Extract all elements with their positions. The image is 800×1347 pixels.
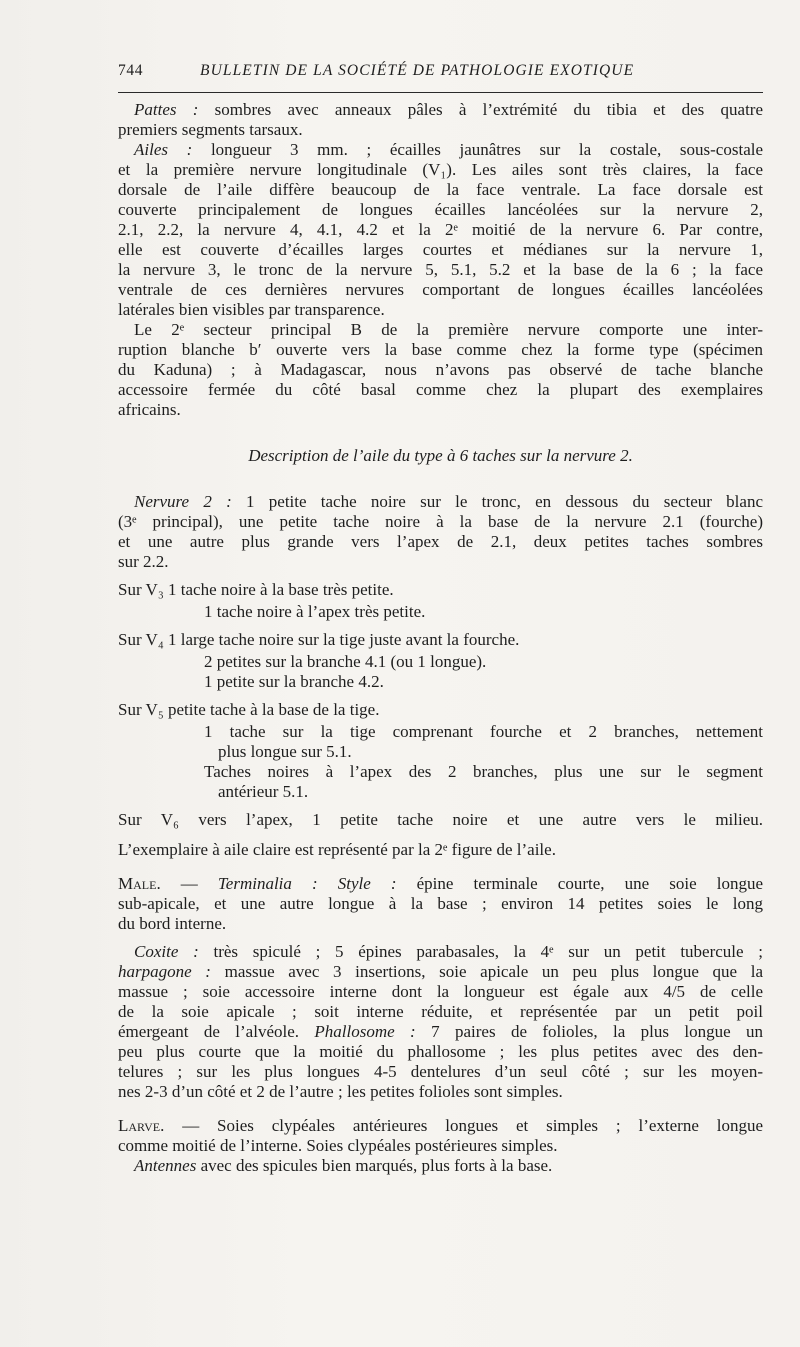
paragraph-secteur-line-5: africains. — [118, 400, 181, 419]
exemplaire-line: L’exemplaire à aile claire est représenté par la 2ᵉ figure de l’aile. — [118, 840, 556, 859]
paragraph-coxite-line-8: nes 2-3 d’un côté et 2 de l’autre ; les petites folioles sont simples. — [118, 1082, 563, 1101]
coxite-text-2: massue avec 3 insertions, soie apicale un peu plus longue que la — [224, 962, 764, 981]
v5-line-3: plus longue sur 5.1. — [218, 742, 352, 761]
page-number: 744 — [118, 62, 144, 79]
spacer — [118, 802, 763, 810]
spacer — [118, 622, 763, 630]
v4-line-3: 1 petite sur la branche 4.2. — [204, 672, 384, 691]
section-heading: Description de l’aile du type à 6 taches sur la nervure 2. — [248, 446, 633, 465]
article-body — [118, 100, 763, 1176]
paragraph-coxite-line-2 — [118, 962, 763, 982]
nervure2-text-1: 1 petite tache noire sur le tronc, en dessous du secteur blanc — [246, 492, 763, 511]
paragraph-ailes-line-8: ventrale de ces dernières nervures comportant de longues écailles lancéolées — [118, 280, 763, 299]
v5-line-2: 1 tache sur la tige comprenant fourche et 2 branches, nettement — [204, 722, 763, 741]
v4-text-1: 1 large tache noire sur la tige juste avant la fourche. — [168, 630, 520, 649]
v5-label: Sur V₅ — [118, 700, 164, 719]
v4-line-1 — [118, 630, 763, 652]
paragraph-ailes-line-5: 2.1, 2.2, la nervure 4, 4.1, 4.2 et la 2ᵉ moitié de la nervure 6. Par contre, — [118, 220, 763, 239]
paragraph-coxite-line-3: massue ; soie accessoire interne dont la longueur est égale aux 4/5 de celle — [118, 982, 763, 1001]
paragraph-ailes-line-1 — [118, 140, 763, 160]
v5-line-1 — [118, 700, 763, 722]
v6-label: Sur V₆ — [118, 810, 179, 829]
paragraph-antennes-line — [118, 1156, 763, 1176]
v6-line-1 — [118, 810, 763, 832]
v3-line-1 — [118, 580, 763, 602]
paragraph-male-line-1 — [118, 874, 763, 894]
paragraph-nervure2-line-2: (3ᵉ principal), une petite tache noire à la base de la nervure 2.1 (fourche) — [118, 512, 763, 531]
paragraph-coxite-line-7: telures ; sur les plus longues 4-5 dentelures d’un seul côté ; sur les moyen- — [118, 1062, 763, 1081]
paragraph-coxite-line-6: peu plus courte que la moitié du phallosome ; les plus petites avec des den- — [118, 1042, 763, 1061]
journal-title: BULLETIN DE LA SOCIÉTÉ DE PATHOLOGIE EXOTIQUE — [200, 62, 635, 79]
coxite-text-5b: 7 paires de folioles, la plus longue un — [431, 1022, 764, 1041]
spacer — [118, 572, 763, 580]
coxite-text-5a: émergeant de l’alvéole. — [118, 1022, 300, 1041]
paragraph-secteur-line-1: Le 2ᵉ secteur principal B de la première nervure comporte une inter- — [134, 320, 763, 339]
spacer — [118, 692, 763, 700]
paragraph-secteur-line-3: du Kaduna) ; à Madagascar, nous n’avons pas observé de tache blanche — [118, 360, 763, 379]
pattes-text-1: sombres avec anneaux pâles à l’extrémité du tibia et des quatre — [214, 100, 764, 119]
paragraph-ailes-line-2: et la première nervure longitudinale (V₁). Les ailes sont très claires, la face — [118, 160, 763, 179]
paragraph-male-line-3: du bord interne. — [118, 914, 227, 933]
paragraph-ailes-line-7: la nervure 3, le tronc de la nervure 5, 5.1, 5.2 et la base de la 6 ; la face — [118, 260, 763, 279]
v3-label: Sur V₃ — [118, 580, 164, 599]
spacer — [118, 832, 763, 840]
paragraph-ailes-line-6: elle est couverte d’écailles larges courtes et médianes sur la nervure 1, — [118, 240, 763, 259]
v6-text-1: vers l’apex, 1 petite tache noire et une autre vers le milieu. — [198, 810, 764, 829]
paragraph-nervure2-line-4: sur 2.2. — [118, 552, 169, 571]
paragraph-secteur-line-2: ruption blanche b′ ouverte vers la base comme chez la forme type (spécimen — [118, 340, 763, 359]
v3-line-2: 1 tache noire à l’apex très petite. — [204, 602, 426, 621]
v3-text-1: 1 tache noire à la base très petite. — [168, 580, 394, 599]
terminalia-label: Terminalia : Style : — [217, 874, 397, 893]
paragraph-nervure2-line-3: et une autre plus grande vers l’apex de 2.1, deux petites taches sombres — [118, 532, 763, 551]
coxite-text-1: très spiculé ; 5 épines parabasales, la 4ᵉ sur un petit tubercule ; — [213, 942, 764, 961]
running-header — [118, 62, 763, 80]
paragraph-larve-line-1 — [118, 1116, 763, 1136]
v5-line-5: antérieur 5.1. — [218, 782, 309, 801]
spacer — [118, 934, 763, 942]
paragraph-pattes-line-1 — [118, 100, 763, 120]
v4-label: Sur V₄ — [118, 630, 164, 649]
v5-line-4: Taches noires à l’apex des 2 branches, plus une sur le segment — [204, 762, 763, 781]
phallosome-label: Phallosome : — [314, 1022, 416, 1041]
paragraph-coxite-line-1 — [118, 942, 763, 962]
paragraph-coxite-line-4: de la soie apicale ; soit interne réduite, et représentée par un petit poil — [118, 1002, 763, 1021]
v4-line-2: 2 petites sur la branche 4.1 (ou 1 longue). — [204, 652, 487, 671]
male-dash: — — [160, 874, 218, 893]
male-label: Male. — [118, 874, 161, 893]
spacer — [118, 420, 763, 446]
paragraph-male-line-2: sub-apicale, et une autre longue à la base ; environ 14 petites soies le long — [118, 894, 763, 913]
paragraph-pattes-line-2: premiers segments tarsaux. — [118, 120, 303, 139]
male-text-1: épine terminale courte, une soie longue — [416, 874, 763, 893]
paragraph-secteur-line-4: accessoire fermée du côté basal comme chez la plupart des exemplaires — [118, 380, 763, 399]
paragraph-larve-line-2: comme moitié de l’interne. Soies clypéales postérieures simples. — [118, 1136, 558, 1155]
harpagone-label: harpagone : — [118, 962, 211, 981]
ailes-text-1: longueur 3 mm. ; écailles jaunâtres sur la costale, sous-costale — [210, 140, 764, 159]
paragraph-ailes-line-4: couverte principalement de longues écailles lancéolées sur la nervure 2, — [118, 200, 763, 219]
paragraph-ailes-line-9: latérales bien visibles par transparence. — [118, 300, 385, 319]
v5-text-1: petite tache à la base de la tige. — [168, 700, 380, 719]
nervure2-label: Nervure 2 : — [134, 492, 232, 511]
ailes-label: Ailes : — [134, 140, 193, 159]
paragraph-nervure2-line-1 — [118, 492, 763, 512]
spacer — [118, 860, 763, 874]
spacer — [118, 466, 763, 492]
header-rule — [118, 92, 763, 93]
larve-text-1: — Soies clypéales antérieures longues et simples ; l’externe longue — [164, 1116, 763, 1135]
coxite-label: Coxite : — [134, 942, 199, 961]
paragraph-ailes-line-3: dorsale de l’aile diffère beaucoup de la face ventrale. La face dorsale est — [118, 180, 763, 199]
pattes-label: Pattes : — [134, 100, 199, 119]
paragraph-coxite-line-5 — [118, 1022, 763, 1042]
larve-label: Larve. — [118, 1116, 165, 1135]
spacer — [118, 1102, 763, 1116]
antennes-label: Antennes — [134, 1156, 197, 1175]
larve-text-3: avec des spicules bien marqués, plus forts à la base. — [200, 1156, 553, 1175]
